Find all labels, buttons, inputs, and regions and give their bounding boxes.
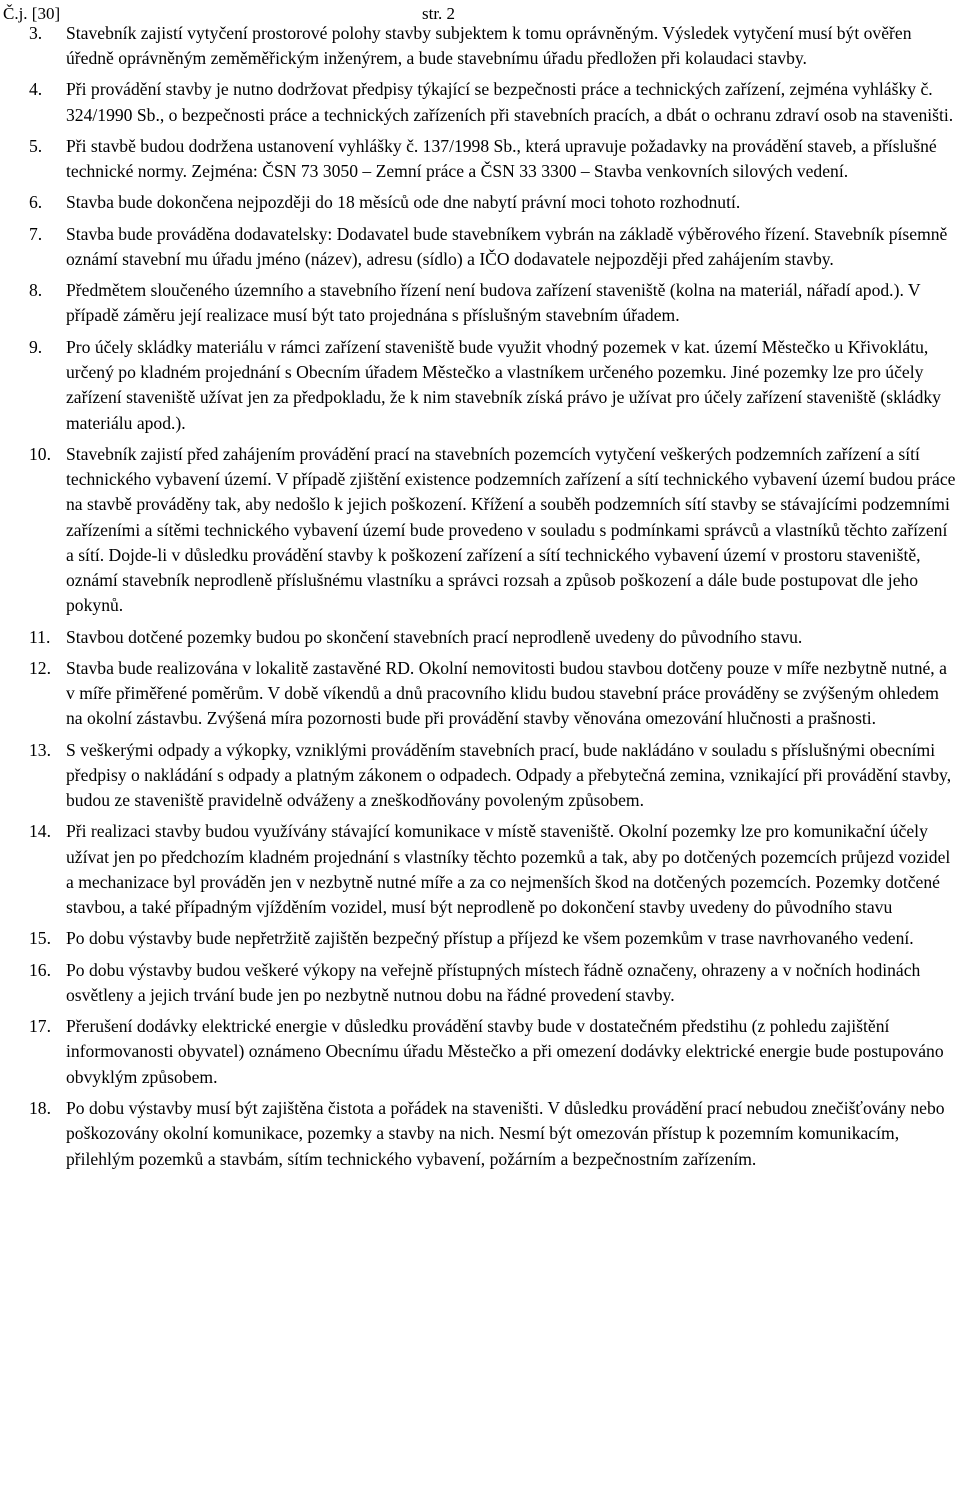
list-item	[29, 1096, 957, 1172]
item-number: 8.	[29, 280, 43, 301]
list-item	[29, 21, 957, 72]
list-item	[29, 1014, 957, 1090]
item-number: 9.	[29, 336, 43, 357]
list-item	[29, 77, 957, 128]
item-number: 18.	[29, 1097, 51, 1118]
list-item	[29, 656, 957, 732]
item-text: Stavba bude realizována v lokalitě zastavěné RD. Okolní nemovitosti budou stavbou dotčeny pouze v míře nezbytně nutné, a v míře přiměřené poměrům. V době víkendů a dnů pracovního klidu budou stavební práce prováděny se zvýšeným ohledem na okolní zástavbu. Zvýšená míra pozornosti bude při provádění stavby věnována omezování hlučnosti a prašnosti.	[66, 657, 947, 729]
item-number: 13.	[29, 739, 51, 760]
conditions-list	[29, 21, 957, 1178]
list-item	[29, 819, 957, 920]
list-item	[29, 134, 957, 185]
item-number: 14.	[29, 821, 51, 842]
list-item	[29, 738, 957, 814]
item-text: Po dobu výstavby bude nepřetržitě zajištěn bezpečný přístup a příjezd ke všem pozemkům v trase navrhovaného vedení.	[66, 928, 914, 949]
item-text: Stavba bude prováděna dodavatelsky: Dodavatel bude stavebníkem vybrán na základě výběrového řízení. Stavebník písemně oznámí stavební mu úřadu jméno (název), adresu (sídlo) a IČO dodavatele nejpozději před zahájením stavby.	[66, 223, 948, 269]
item-text: Pro účely skládky materiálu v rámci zařízení staveniště bude využit vhodný pozemek v kat. území Městečko u Křivoklátu, určený po kladném projednání s Obecním úřadem Městečko a vlastníkem určeného pozemku. Jiné pozemky lze pro účely zařízení staveniště užívat jen za předpokladu, že k nim stavebník získá právo je užívat pro účely zařízení staveniště (skládky materiálu apod.).	[66, 336, 941, 433]
list-item	[29, 958, 957, 1009]
item-number: 17.	[29, 1016, 51, 1037]
list-item	[29, 278, 957, 329]
item-text: S veškerými odpady a výkopky, vzniklými prováděním stavebních prací, bude nakládáno v souladu s příslušnými obecními předpisy o nakládání s odpady a platným zákonem o odpadech. Odpady a přebytečná zemina, vznikající při provádění stavby, budou ze staveniště pravidelně odváženy a zneškodňovány povoleným způsobem.	[66, 739, 952, 811]
item-text: Stavba bude dokončena nejpozději do 18 měsíců ode dne nabytí právní moci tohoto rozhodnutí.	[66, 192, 741, 213]
item-number: 15.	[29, 928, 51, 949]
item-number: 11.	[29, 626, 51, 647]
item-text: Stavebník zajistí před zahájením provádění prací na stavebních pozemcích vytyčení veškerých podzemních zařízení a sítí technického vybavení území. V případě zjištění existence podzemních zařízení a sítí technického vybavení území budou práce na stavbě prováděny tak, aby nedošlo k jejich poškození. Křížení a souběh podzemních sítí stavby se stávajícími podzemními zařízeními a sítěmi technického vybavení území bude provedeno v souladu s podmínkami správců a vlastníků těchto zařízení a sítí. Dojde-li v důsledku provádění stavby k poškození zařízení a sítí technického vybavení území v prostoru staveniště, oznámí stavebník neprodleně příslušnému vlastníku a správci rozsah a způsob poškození a dále bude postupovat dle jeho pokynů.	[66, 443, 956, 616]
item-number: 6.	[29, 192, 43, 213]
item-text: Po dobu výstavby budou veškeré výkopy na veřejně přístupných místech řádně označeny, ohrazeny a v nočních hodinách osvětleny a jejich trvání bude jen po nezbytně nutnou dobu na řádné provedení stavby.	[66, 959, 921, 1005]
page-number: str. 2	[422, 4, 456, 23]
item-number: 3.	[29, 23, 43, 43]
list-item	[29, 926, 957, 951]
reference-number: Č.j. [30]	[3, 4, 61, 23]
list-item	[29, 190, 957, 215]
item-text: Předmětem sloučeného územního a stavebního řízení není budova zařízení staveniště (kolna na materiál, nářadí apod.). V případě záměru její realizace musí být tato projednána s příslušným stavebním úřadem.	[66, 280, 921, 326]
item-text: Stavebník zajistí vytyčení prostorové polohy stavby subjektem k tomu oprávněným. Výsledek vytyčení musí být ověřen úředně oprávněným zeměměřickým inženýrem, a bude stavebnímu úřadu předložen při kolaudaci stavby.	[66, 23, 912, 69]
item-number: 16.	[29, 959, 51, 980]
item-number: 7.	[29, 223, 43, 244]
item-text: Při realizaci stavby budou využívány stávající komunikace v místě staveniště. Okolní pozemky lze pro komunikační účely užívat jen po předchozím kladném projednání s vlastníky těchto pozemků a tak, aby po dotčených pozemcích průjezd vozidel a mechanizace byl prováděn jen v nezbytně nutné míře a za co nejmenších škod na dotčených pozemcích. Pozemky dotčené stavbou, a také případným vjížděním vozidel, musí být neprodleně po dokončení stavby uvedeny do původního stavu	[66, 821, 951, 918]
item-text: Při stavbě budou dodržena ustanovení vyhlášky č. 137/1998 Sb., která upravuje požadavky na provádění staveb, a příslušné technické normy. Zejména: ČSN 73 3050 – Zemní práce a ČSN 33 3300 – Stavba venkovních silových vedení.	[66, 135, 937, 182]
list-item	[29, 442, 957, 619]
item-text: Přerušení dodávky elektrické energie v důsledku provádění stavby bude v dostatečném předstihu (z pohledu zajištění informovanosti obyvatel) oznámeno Obecnímu úřadu Městečko a při omezení dodávky elektrické energie bude postupováno obvyklým způsobem.	[66, 1016, 944, 1087]
item-number: 12.	[29, 657, 51, 678]
item-text: Při provádění stavby je nutno dodržovat předpisy týkající se bezpečnosti práce a technických zařízení, zejména vyhlášky č. 324/1990 Sb., o bezpečnosti práce a technických zařízeních při stavebních pracích, a dbát o ochranu zdraví osob na staveništi.	[66, 79, 954, 125]
item-number: 5.	[29, 135, 43, 156]
list-item	[29, 222, 957, 273]
list-item	[29, 335, 957, 436]
item-text: Stavbou dotčené pozemky budou po skončení stavebních prací neprodleně uvedeny do původního stavu.	[66, 626, 803, 647]
item-number: 4.	[29, 79, 43, 100]
list-item	[29, 625, 957, 650]
item-number: 10.	[29, 443, 51, 464]
item-text: Po dobu výstavby musí být zajištěna čistota a pořádek na staveništi. V důsledku provádění prací nebudou znečišťovány nebo poškozovány okolní komunikace, pozemky a stavby na nich. Nesmí být omezován přístup k pozemním komunikacím, přilehlým pozemků a stavbám, sítím technického vybavení, požárním a bezpečnostním zařízením.	[66, 1097, 945, 1169]
